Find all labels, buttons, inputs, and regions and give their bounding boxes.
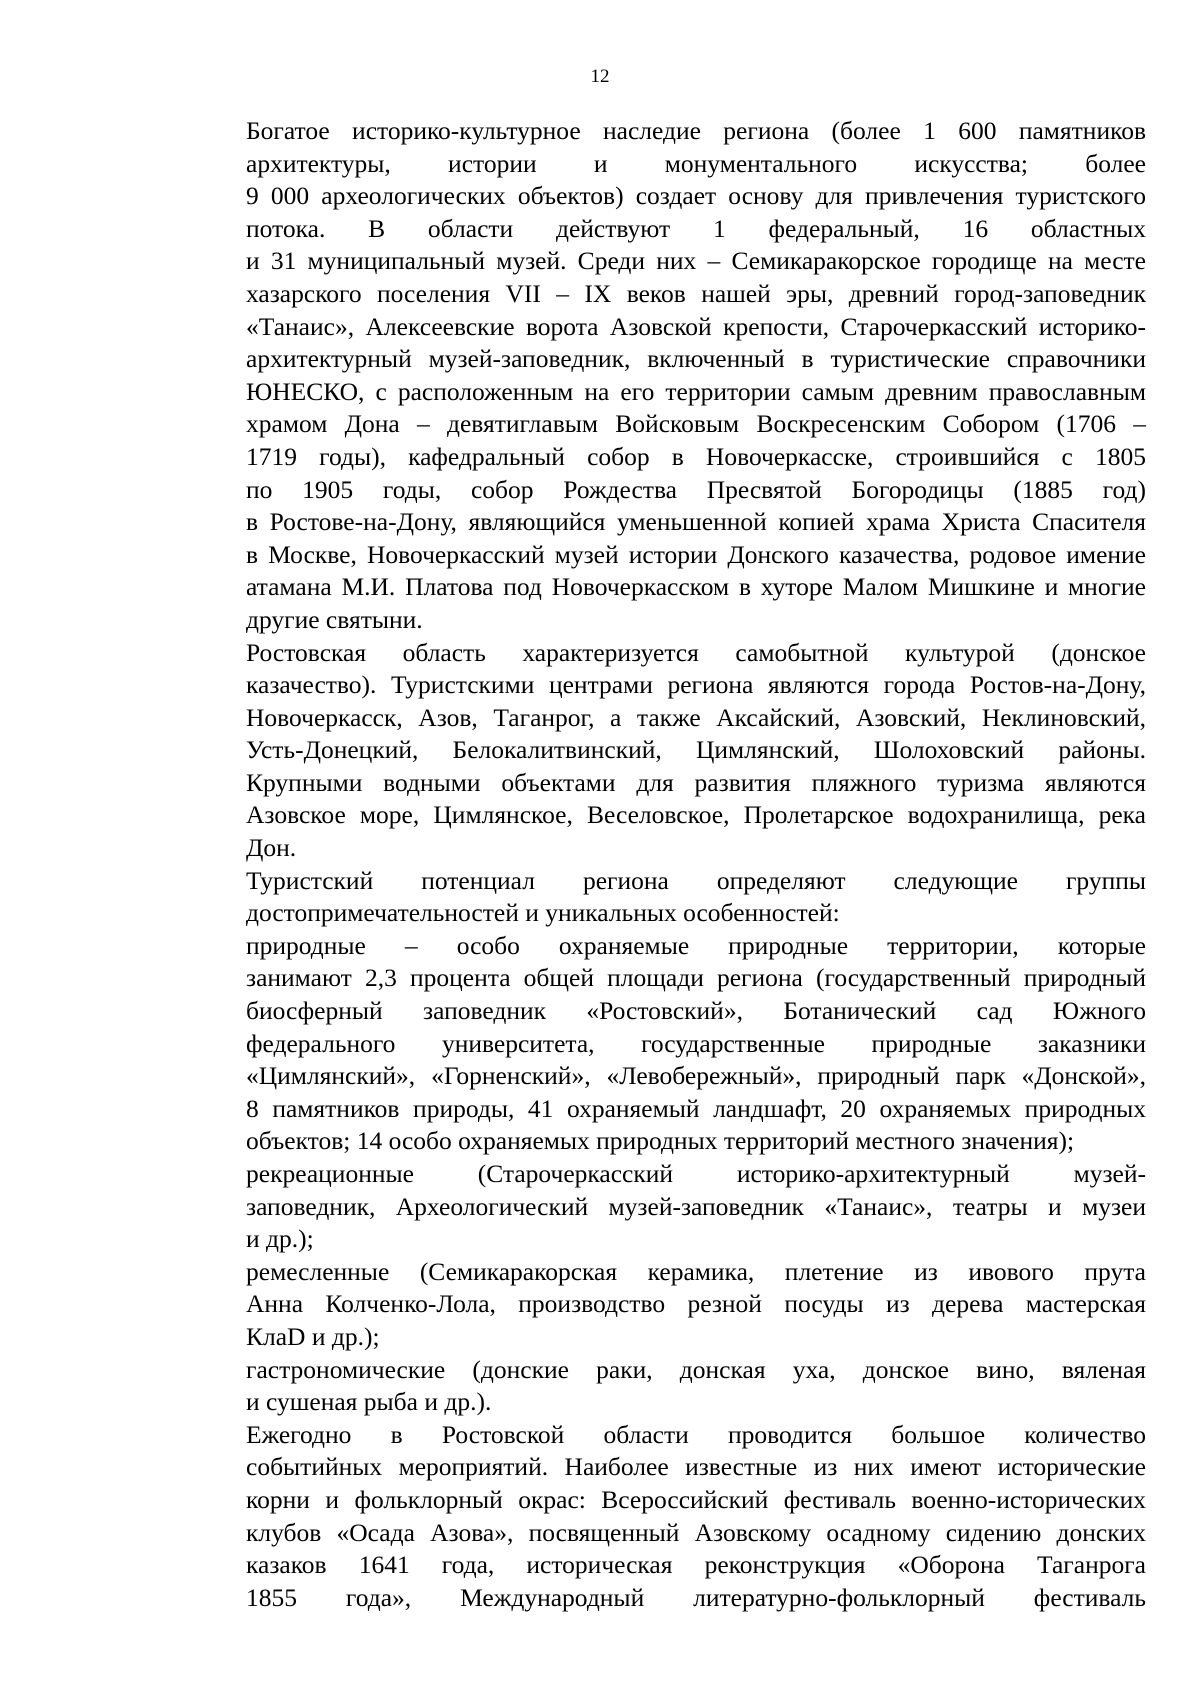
text-line: Ростовская область характеризуется самобытной культурой (донское [246, 637, 1146, 667]
text-line: по 1905 годы, собор Рождества Пресвятой Богородицы (1885 год) [246, 474, 1146, 504]
text-line: Новочеркасск, Азов, Таганрог, а также Аксайский, Азовский, Неклиновский, [246, 702, 1146, 732]
text-line: «Танаис», Алексеевские ворота Азовской крепости, Старочеркасский историко- [246, 311, 1146, 341]
text-line: ремесленные (Семикаракорская керамика, плетение из ивового прута [246, 1256, 1146, 1286]
text-line: Азовское море, Цимлянское, Веселовское, Пролетарское водохранилища, река [246, 800, 1146, 830]
text-line: федерального университета, государственные природные заказники [246, 1028, 1146, 1058]
text-line: «Цимлянский», «Горненский», «Левобережный», природный парк «Донской», [246, 1061, 1146, 1091]
text-line: природные – особо охраняемые природные территории, которые [246, 930, 1146, 960]
text-line: и сушеная рыба и др.). [246, 1387, 492, 1417]
text-line: ЮНЕСКО, с расположенным на его территории самым древним православным [246, 376, 1146, 406]
paragraph-culture [173, 637, 1146, 865]
text-line: объектов; 14 особо охраняемых природных территорий местного значения); [246, 1126, 1075, 1156]
text-line: 1855 года», Международный литературно-фольклорный фестиваль [246, 1582, 1146, 1612]
text-line: другие святыни. [246, 604, 423, 634]
text-line: 8 памятников природы, 41 охраняемый ландшафт, 20 охраняемых природных [246, 1093, 1146, 1123]
paragraph-heritage [173, 115, 1146, 637]
text-line: хазарского поселения VII – IX веков нашей эры, древний город-заповедник [246, 278, 1146, 308]
page-number: 12 [590, 66, 610, 87]
text-line: Туристский потенциал региона определяют следующие группы [246, 865, 1146, 895]
text-line: Дон. [246, 833, 297, 863]
text-line: архитектуры, истории и монументального искусства; более [246, 148, 1146, 178]
text-line: казачество). Туристскими центрами региона являются города Ростов-на-Дону, [246, 670, 1146, 700]
paragraph-natural [173, 930, 1146, 1158]
text-line: биосферный заповедник «Ростовский», Ботанический сад Южного [246, 996, 1146, 1026]
text-line: гастрономические (донские раки, донская уха, донское вино, вяленая [246, 1354, 1146, 1384]
paragraph-events [173, 1419, 1146, 1615]
text-line: достопримечательностей и уникальных особенностей: [246, 898, 840, 928]
text-line: казаков 1641 года, историческая реконструкция «Оборона Таганрога [246, 1550, 1146, 1580]
text-line: клубов «Осада Азова», посвященный Азовскому осадному сидению донских [246, 1517, 1146, 1547]
text-line: 1719 годы), кафедральный собор в Новочеркасске, строившийся с 1805 [246, 441, 1146, 471]
paragraph-recreational [173, 1158, 1146, 1256]
text-line: в Ростове-на-Дону, являющийся уменьшенной копией храма Христа Спасителя [246, 507, 1146, 537]
paragraph-gastronomic [173, 1354, 1146, 1419]
paragraph-potential [173, 865, 1146, 930]
text-line: событийных мероприятий. Наиболее известные из них имеют исторические [246, 1452, 1146, 1482]
text-line: рекреационные (Старочеркасский историко-архитектурный музей- [246, 1159, 1146, 1188]
text-line: 9 000 археологических объектов) создает основу для привлечения туристского [246, 181, 1146, 211]
text-line: атамана М.И. Платова под Новочеркасском в хуторе Малом Мишкине и многие [246, 572, 1146, 602]
text-line: КлаD и др.); [246, 1321, 380, 1351]
text-line: храмом Дона – девятиглавым Войсковым Воскресенским Собором (1706 – [246, 409, 1146, 439]
text-line: потока. В области действуют 1 федеральный, 16 областных [246, 213, 1146, 243]
text-line: корни и фольклорный окрас: Всероссийский фестиваль военно-исторических [246, 1484, 1146, 1514]
text-line: Крупными водными объектами для развития пляжного туризма являются [246, 767, 1146, 797]
document-body [173, 115, 1146, 1614]
text-line: заповедник, Археологический музей-заповедник «Танаис», театры и музеи [246, 1191, 1146, 1221]
text-line: занимают 2,3 процента общей площади региона (государственный природный [246, 963, 1146, 993]
text-line: Анна Колченко-Лола, производство резной посуды из дерева мастерская [246, 1289, 1146, 1319]
paragraph-crafts [173, 1256, 1146, 1354]
text-line: и 31 муниципальный музей. Среди них – Семикаракорское городище на месте [246, 246, 1146, 276]
text-line: и др.); [246, 1224, 314, 1254]
text-line: в Москве, Новочеркасский музей истории Донского казачества, родовое имение [246, 539, 1146, 569]
text-line: Богатое историко-культурное наследие региона (более 1 600 памятников [246, 116, 1146, 145]
text-line: архитектурный музей-заповедник, включенный в туристические справочники [246, 344, 1146, 374]
text-line: Усть-Донецкий, Белокалитвинский, Цимлянский, Шолоховский районы. [246, 735, 1146, 765]
text-line: Ежегодно в Ростовской области проводится большое количество [246, 1419, 1146, 1449]
